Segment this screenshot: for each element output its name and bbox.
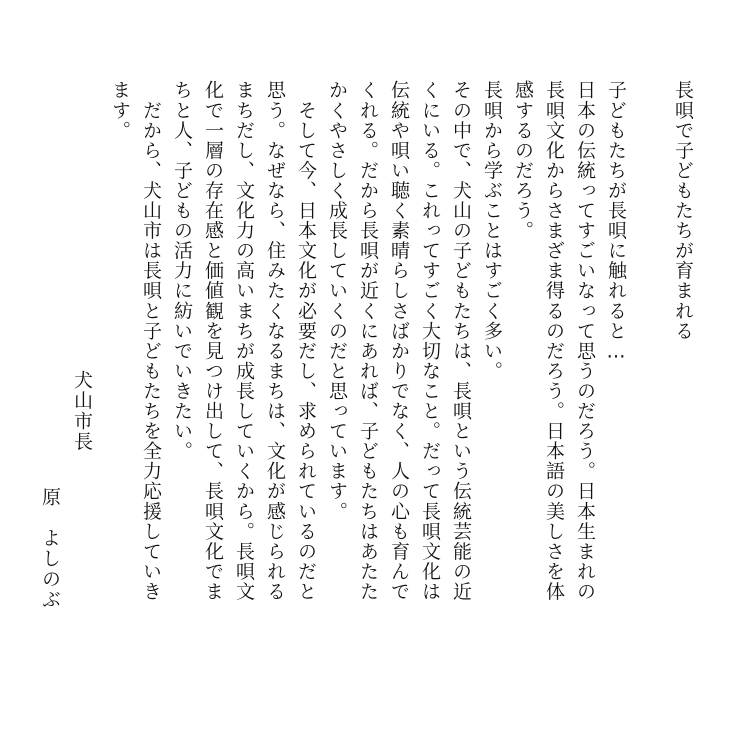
text-line: まちだし、文化力の高いまちが成長していくから。長唄文 [233, 80, 255, 602]
text-line: くにいる。これってすごく大切なこと。だって長唄文化は [419, 80, 441, 602]
text-line: 思う。なぜなら、住みたくなるまちは、文化が感じられる [264, 80, 286, 602]
text-line: 子どもたちが長唄に触れると… [605, 80, 627, 364]
text-line: 化で一層の存在感と価値観を見つけ出して、長唄文化でま [202, 80, 224, 602]
text-line: 長唄から学ぶことはすごく多い。 [481, 80, 503, 381]
signature-name: 原 よしのぶ [39, 487, 61, 610]
text-line: 感するのだろう。 [512, 80, 534, 241]
text-line: くれる。だから長唄が近くにあれば、子どもたちはあたた [357, 80, 379, 602]
text-line: そして今、日本文化が必要だし、求められているのだと [295, 80, 317, 602]
signature-title: 犬山市長 [71, 370, 93, 452]
text-line: ます。 [109, 80, 131, 141]
text-line: ちと人、子どもの活力に紡いでいきたい。 [171, 80, 193, 461]
text-line: その中で、犬山の子どもたちは、長唄という伝統芸能の近 [450, 80, 472, 602]
text-line: かくやさしく成長していくのだと思っています。 [326, 80, 348, 522]
text-line: だから、犬山市は長唄と子どもたちを全力応援していき [140, 80, 162, 602]
text-line: 伝統や唄い聴く素晴らしさばかりでなく、人の心も育んで [388, 80, 410, 602]
text-line: 日本の伝統ってすごいなって思うのだろう。日本生まれの [574, 80, 596, 602]
document-title: 長唄で子どもたちが育まれる [672, 80, 694, 341]
text-line: 長唄文化からさまざま得るのだろう。日本語の美しさを体 [543, 80, 565, 602]
